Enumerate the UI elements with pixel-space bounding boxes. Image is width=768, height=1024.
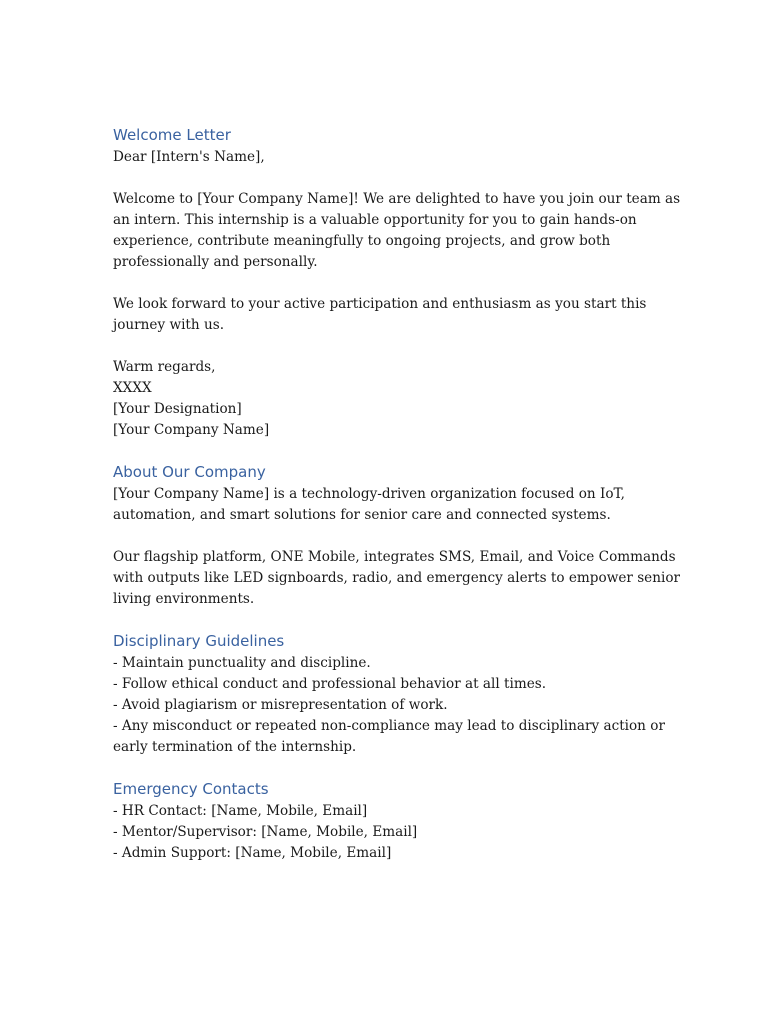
paragraph-break — [113, 526, 653, 547]
section-heading: Welcome Letter — [113, 126, 231, 144]
text-line: professionally and personally. — [113, 254, 318, 270]
text-line: living environments. — [113, 591, 255, 607]
list-item: - HR Contact: [Name, Mobile, Email] — [113, 803, 368, 819]
paragraph-break — [113, 336, 653, 357]
section-welcome-letter — [113, 125, 681, 441]
section-break — [113, 758, 653, 779]
list-item: - Mentor/Supervisor: [Name, Mobile, Email] — [113, 824, 418, 840]
section-heading: Disciplinary Guidelines — [113, 632, 285, 650]
list-item: - Avoid plagiarism or misrepresentation of work. — [113, 697, 448, 713]
section-break — [113, 610, 653, 631]
section-emergency-contacts — [113, 779, 653, 864]
signature-company: [Your Company Name] — [113, 422, 270, 438]
text-line: journey with us. — [113, 317, 225, 333]
section-break — [113, 441, 653, 462]
text-line: Our flagship platform, ONE Mobile, integrates SMS, Email, and Voice Commands — [113, 549, 676, 565]
closing: Warm regards, — [113, 359, 216, 375]
paragraph-break — [113, 273, 653, 294]
list-item: - Admin Support: [Name, Mobile, Email] — [113, 845, 392, 861]
list-item: - Maintain punctuality and discipline. — [113, 655, 371, 671]
signature-name: XXXX — [113, 380, 152, 396]
welcome-paragraph-2 — [113, 294, 653, 336]
list-item: - Any misconduct or repeated non-compliance may lead to disciplinary action or — [113, 718, 665, 734]
text-line: an intern. This internship is a valuable opportunity for you to gain hands-on — [113, 212, 637, 228]
signature-block — [113, 357, 653, 441]
text-line: [Your Company Name] is a technology-driven organization focused on IoT, — [113, 486, 625, 502]
about-paragraph-2 — [113, 547, 681, 610]
about-paragraph-1 — [113, 484, 653, 526]
section-disciplinary-guidelines — [113, 631, 665, 758]
section-heading: About Our Company — [113, 463, 266, 481]
paragraph-break — [113, 168, 653, 189]
text-line: Welcome to [Your Company Name]! We are delighted to have you join our team as — [113, 191, 681, 207]
salutation: Dear [Intern's Name], — [113, 149, 265, 165]
text-line: automation, and smart solutions for senior care and connected systems. — [113, 507, 611, 523]
text-line: experience, contribute meaningfully to ongoing projects, and grow both — [113, 233, 611, 249]
section-about-company — [113, 462, 681, 610]
text-line: with outputs like LED signboards, radio, and emergency alerts to empower senior — [113, 570, 681, 586]
section-heading: Emergency Contacts — [113, 780, 269, 798]
signature-designation: [Your Designation] — [113, 401, 242, 417]
welcome-paragraph-1 — [113, 189, 681, 273]
list-item-continuation: early termination of the internship. — [113, 739, 357, 755]
list-item: - Follow ethical conduct and professional behavior at all times. — [113, 676, 547, 692]
document-body — [113, 125, 681, 864]
text-line: We look forward to your active participation and enthusiasm as you start this — [113, 296, 647, 312]
